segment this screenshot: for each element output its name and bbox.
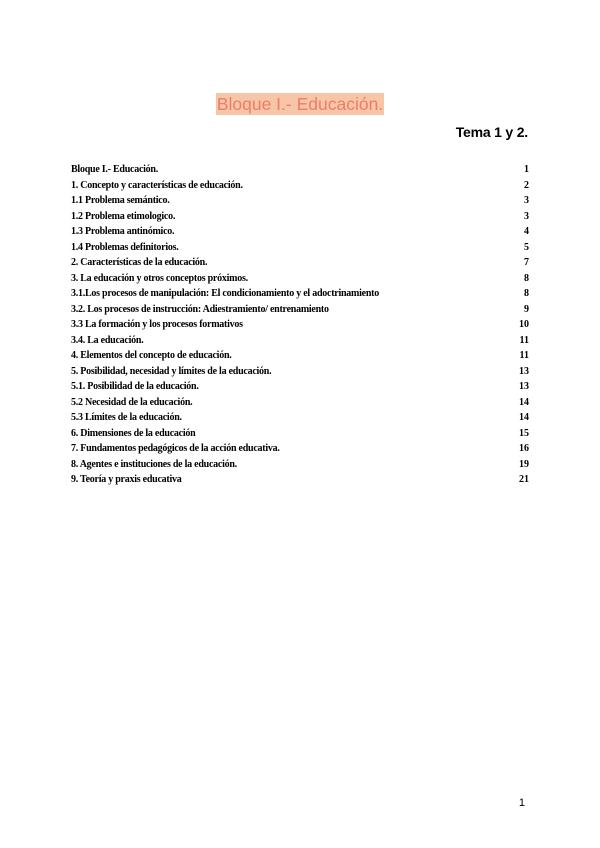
toc-entry[interactable] [71,381,529,397]
toc-entry-page: 15 [519,427,529,439]
toc-entry-label: 5.3 Límites de la educación. [71,412,182,423]
toc-entry-page: 9 [524,303,529,315]
toc-entry[interactable] [71,397,529,413]
toc-entry-label: 6. Dimensiones de la educación [71,427,196,439]
toc-entry-label: 4. Elementos del concepto de educación. [71,350,232,361]
toc-entry-page: 11 [519,334,529,346]
toc-entry[interactable] [71,288,529,304]
toc-entry-page: 7 [524,257,529,268]
toc-entry[interactable] [71,180,529,196]
toc-entry-page: 10 [519,319,529,330]
table-of-contents [71,164,529,490]
toc-entry-page: 8 [524,288,529,299]
toc-entry-page: 8 [524,272,529,284]
toc-entry[interactable] [71,412,529,428]
toc-entry[interactable] [71,304,529,320]
toc-entry-label: 3.4. La educación. [71,334,144,346]
toc-entry-page: 1 [524,164,529,175]
toc-entry-label: 3.1.Los procesos de manipulación: El condicionamiento y el adoctrinamiento [71,288,379,299]
toc-entry[interactable] [71,242,529,258]
toc-entry[interactable] [71,443,529,459]
toc-entry[interactable] [71,273,529,289]
toc-entry-page: 5 [524,241,529,253]
toc-entry-label: 8. Agentes e instituciones de la educación. [71,458,237,470]
toc-entry[interactable] [71,335,529,351]
toc-entry-label: 2. Características de la educación. [71,257,208,268]
toc-entry[interactable] [71,195,529,211]
toc-entry-page: 11 [519,350,529,361]
toc-entry[interactable] [71,428,529,444]
toc-entry[interactable] [71,366,529,382]
toc-entry-page: 3 [524,210,529,222]
toc-entry-label: 3.2. Los procesos de instrucción: Adiestramiento/ entrenamiento [71,303,329,315]
toc-entry-label: 1.3 Problema antinómico. [71,226,175,237]
toc-entry[interactable] [71,211,529,227]
document-subtitle: Tema 1 y 2. [455,124,528,140]
toc-entry[interactable] [71,257,529,273]
toc-entry-page: 21 [519,474,529,485]
title-container [0,93,600,115]
toc-entry[interactable] [71,474,529,490]
toc-entry-page: 14 [519,396,529,408]
toc-entry-label: Bloque I.- Educación. [71,164,158,175]
toc-entry-page: 14 [519,412,529,423]
toc-entry[interactable] [71,226,529,242]
toc-entry-label: 5.1. Posibilidad de la educación. [71,381,199,392]
toc-entry-label: 1.2 Problema etimologico. [71,210,176,222]
toc-entry-page: 19 [519,458,529,470]
toc-entry-label: 5. Posibilidad, necesidad y límites de la educación. [71,365,272,377]
toc-entry-page: 4 [524,226,529,237]
page-number: 1 [518,797,525,809]
toc-entry-label: 9. Teoría y praxis educativa [71,474,182,485]
toc-entry-label: 1. Concepto y características de educación. [71,179,243,191]
toc-entry[interactable] [71,164,529,180]
toc-entry-label: 5.2 Necesidad de la educación. [71,396,193,408]
toc-entry-label: 1.1 Problema semántico. [71,195,170,206]
toc-entry-page: 2 [524,179,529,191]
toc-entry-label: 3. La educación y otros conceptos próximos. [71,272,248,284]
toc-entry[interactable] [71,459,529,475]
toc-entry-label: 7. Fundamentos pedagógicos de la acción educativa. [71,443,280,454]
toc-entry-page: 16 [519,443,529,454]
toc-entry-page: 13 [519,365,529,377]
toc-entry-label: 3.3 La formación y los procesos formativos [71,319,243,330]
toc-entry-label: 1.4 Problemas definitorios. [71,241,179,253]
toc-entry[interactable] [71,319,529,335]
toc-entry[interactable] [71,350,529,366]
document-title: Bloque I.- Educación. [216,94,384,114]
toc-entry-page: 13 [519,381,529,392]
toc-entry-page: 3 [524,195,529,206]
